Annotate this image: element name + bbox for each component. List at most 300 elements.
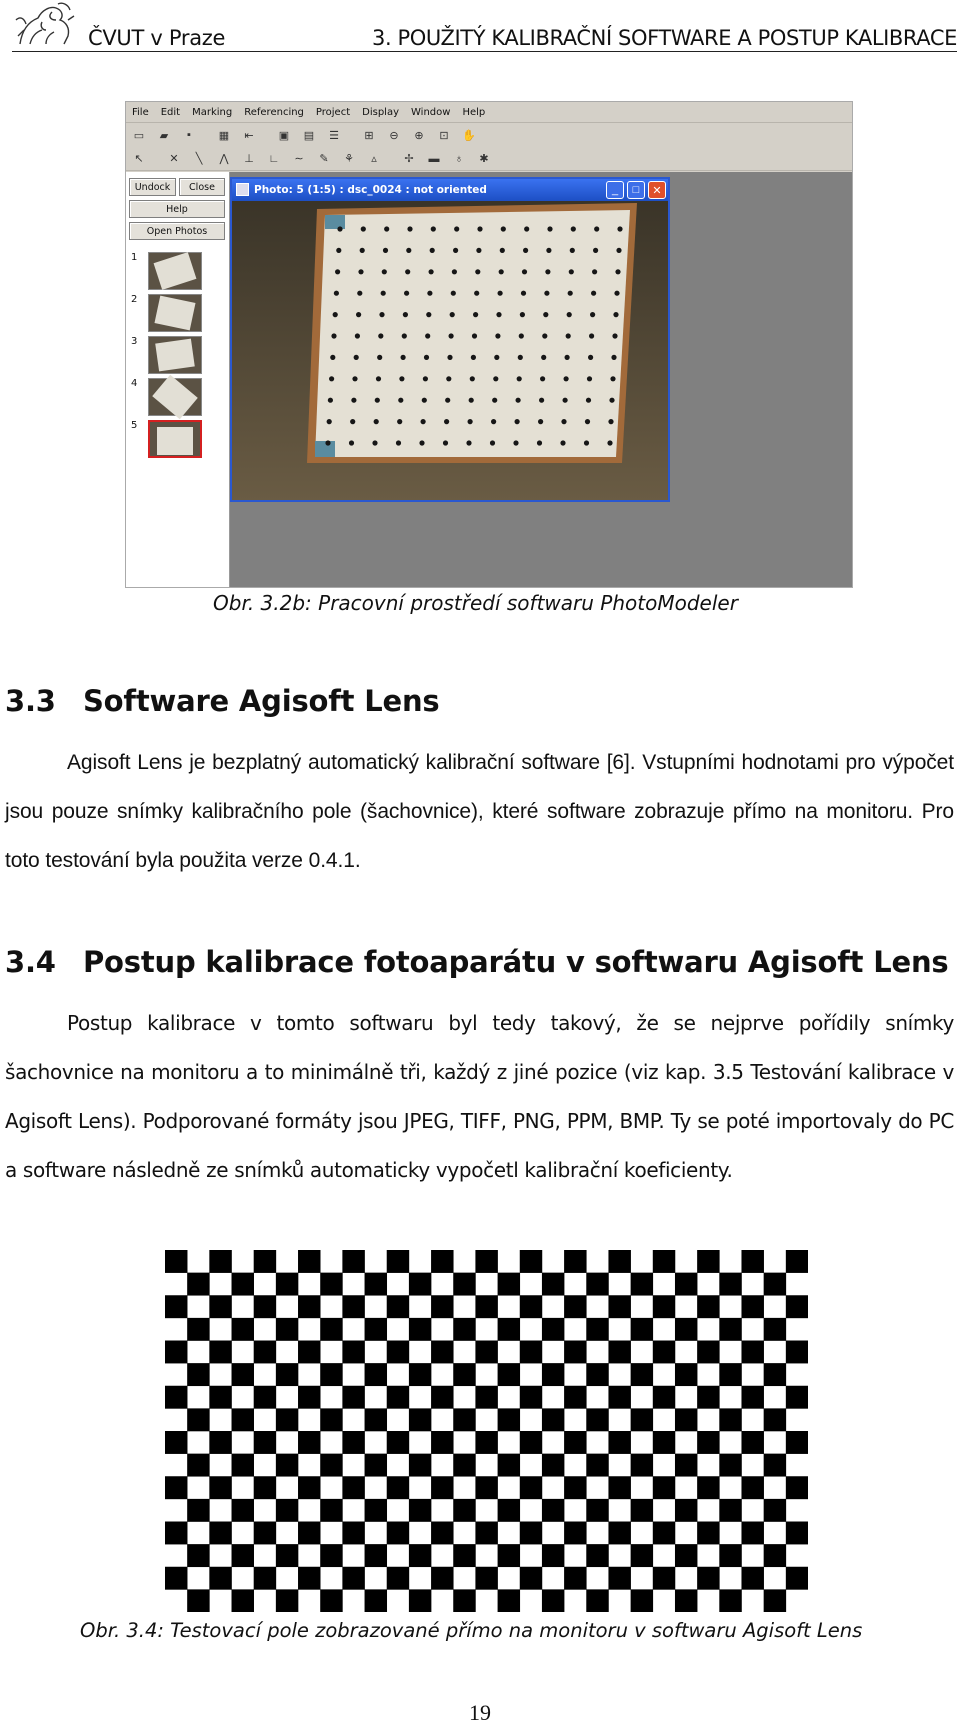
- checker-square: [298, 1567, 320, 1590]
- photo-window-icon: [236, 183, 249, 196]
- checker-square: [298, 1386, 320, 1409]
- checker-square: [586, 1454, 608, 1477]
- checker-square: [498, 1589, 520, 1612]
- checker-square: [564, 1431, 586, 1454]
- table-icon[interactable]: ▦: [218, 129, 230, 142]
- checker-square: [187, 1454, 209, 1477]
- calibration-dot: [470, 376, 475, 381]
- checker-square: [741, 1341, 763, 1364]
- checker-square: [675, 1408, 697, 1431]
- checker-square: [520, 1431, 542, 1454]
- photo-thumbnail[interactable]: [148, 252, 202, 290]
- checker-square: [520, 1386, 542, 1409]
- calibration-dot: [570, 248, 575, 253]
- checker-square: [631, 1363, 653, 1386]
- section-3-4-paragraph: Postup kalibrace v tomto softwaru byl tedy takový, že se nejprve pořídily snímky šachovnice na monitoru a to minimálně tři, každý z jiné pozice (viz kap. 3.5 Testování kalibrace v Agisoft Lens). Podporované formáty jsou JPEG, TIFF, PNG, PPM, BMP. Ty se poté importovaly do PC a software následně ze snímků automaticky vypočetl kalibrační koeficienty.: [5, 1011, 954, 1182]
- zoom-window-icon[interactable]: ⊡: [439, 129, 449, 142]
- calibration-dot: [613, 312, 618, 317]
- calibration-dot: [542, 333, 547, 338]
- header-rule: [12, 51, 957, 52]
- section-heading-3-3: [5, 684, 439, 718]
- checker-square: [453, 1499, 475, 1522]
- checker-square: [764, 1318, 786, 1341]
- checker-square: [498, 1544, 520, 1567]
- checker-square: [209, 1295, 231, 1318]
- checker-square: [653, 1476, 675, 1499]
- checker-square: [697, 1341, 719, 1364]
- close-icon[interactable]: ✕: [648, 181, 666, 199]
- checker-square: [298, 1522, 320, 1545]
- target-icon[interactable]: ⚘: [344, 153, 354, 165]
- checker-square: [409, 1499, 431, 1522]
- checker-square: [187, 1589, 209, 1612]
- checker-square: [586, 1273, 608, 1296]
- calibration-dot: [501, 226, 506, 231]
- checker-square: [298, 1431, 320, 1454]
- calibration-dot: [381, 291, 386, 296]
- checker-square: [542, 1499, 564, 1522]
- checker-square: [697, 1386, 719, 1409]
- calibration-dot: [397, 419, 402, 424]
- checker-square: [608, 1522, 630, 1545]
- calibration-dot: [451, 291, 456, 296]
- checker-square: [653, 1295, 675, 1318]
- zoom-in-icon[interactable]: ⊕: [414, 129, 424, 142]
- calibration-dot: [443, 440, 448, 445]
- checker-square: [409, 1363, 431, 1386]
- checker-square: [653, 1431, 675, 1454]
- move-icon[interactable]: ✢: [404, 153, 414, 165]
- checker-square: [475, 1295, 497, 1318]
- calibration-dot: [360, 248, 365, 253]
- checker-square: [741, 1295, 763, 1318]
- checker-square: [764, 1363, 786, 1386]
- calibration-dot: [610, 376, 615, 381]
- calibration-dot: [475, 269, 480, 274]
- checker-square: [232, 1273, 254, 1296]
- calibration-dot: [496, 312, 501, 317]
- checker-square: [697, 1567, 719, 1590]
- calibration-dot: [446, 376, 451, 381]
- calibration-dot: [424, 355, 429, 360]
- photo-window: [230, 177, 670, 502]
- calibration-dot: [419, 440, 424, 445]
- checker-square: [786, 1567, 808, 1590]
- calibration-dot: [355, 333, 360, 338]
- calibration-dot: [468, 419, 473, 424]
- checker-square: [320, 1589, 342, 1612]
- calibration-board-photo: [232, 201, 668, 500]
- checker-square: [564, 1295, 586, 1318]
- bulb-icon[interactable]: ♁: [454, 152, 464, 165]
- checker-square: [431, 1295, 453, 1318]
- checker-square: [498, 1454, 520, 1477]
- menu-marking[interactable]: Marking: [192, 106, 233, 118]
- checker-square: [475, 1567, 497, 1590]
- calibration-dot: [520, 312, 525, 317]
- calibration-dot: [375, 398, 380, 403]
- checker-square: [542, 1408, 564, 1431]
- calibration-dot: [404, 291, 409, 296]
- checker-square: [409, 1273, 431, 1296]
- calibration-dot: [594, 226, 599, 231]
- checker-square: [165, 1431, 187, 1454]
- calibration-dot: [545, 269, 550, 274]
- checker-square: [431, 1250, 453, 1273]
- calibration-dot: [517, 376, 522, 381]
- figure-caption-3-2b: Obr. 3.2b: Pracovní prostředí softwaru PhotoModeler: [213, 591, 738, 615]
- calibration-dot: [563, 398, 568, 403]
- checker-square: [187, 1363, 209, 1386]
- calibration-dot: [569, 269, 574, 274]
- checker-square: [719, 1454, 741, 1477]
- checker-square: [365, 1273, 387, 1296]
- arrows-icon[interactable]: ⇤: [244, 129, 254, 142]
- checkerboard-pattern: [165, 1250, 808, 1612]
- zoom-out-icon[interactable]: ⊖: [389, 129, 399, 142]
- checker-square: [232, 1363, 254, 1386]
- corner-icon[interactable]: ⊥: [244, 153, 254, 165]
- checker-square: [564, 1522, 586, 1545]
- checker-square: [564, 1476, 586, 1499]
- calibration-dot: [611, 355, 616, 360]
- menu-display[interactable]: Display: [362, 106, 399, 118]
- checker-square: [187, 1318, 209, 1341]
- calibration-dot: [491, 419, 496, 424]
- calibration-dot: [331, 333, 336, 338]
- checker-square: [675, 1589, 697, 1612]
- checker-square: [365, 1318, 387, 1341]
- checker-square: [165, 1295, 187, 1318]
- calibration-dot: [494, 355, 499, 360]
- calibration-dot: [382, 269, 387, 274]
- checker-square: [564, 1341, 586, 1364]
- checker-square: [498, 1363, 520, 1386]
- checker-square: [320, 1454, 342, 1477]
- checker-square: [631, 1499, 653, 1522]
- checker-square: [675, 1273, 697, 1296]
- calibration-dot: [379, 312, 384, 317]
- line-icon[interactable]: ╲: [195, 153, 203, 165]
- checker-square: [608, 1476, 630, 1499]
- checker-square: [653, 1341, 675, 1364]
- fit-icon[interactable]: ⊞: [364, 129, 374, 142]
- checker-square: [786, 1431, 808, 1454]
- calibration-dot: [336, 248, 341, 253]
- checker-square: [232, 1499, 254, 1522]
- mark-point-icon[interactable]: ✕: [169, 153, 179, 165]
- calibration-dot: [588, 355, 593, 360]
- calibration-dot: [593, 248, 598, 253]
- calibration-dot: [472, 333, 477, 338]
- new-file-icon[interactable]: ▭: [133, 129, 145, 142]
- maximize-icon[interactable]: □: [627, 181, 645, 199]
- checker-square: [232, 1544, 254, 1567]
- section-3-3-paragraph: Agisoft Lens je bezplatný automatický kalibrační software [6]. Vstupními hodnotami pro výpočet jsou pouze snímky kalibračního pole (šachovnice), které software zobrazuje přímo na monitoru. Pro toto testování byla použita verze 0.4.1.: [5, 751, 954, 872]
- calibration-dot: [328, 398, 333, 403]
- checker-square: [741, 1476, 763, 1499]
- checker-square: [653, 1522, 675, 1545]
- menu-bar: [126, 102, 852, 123]
- calibration-dot: [540, 376, 545, 381]
- checker-square: [387, 1431, 409, 1454]
- calibration-dot: [543, 312, 548, 317]
- calibration-dot: [335, 269, 340, 274]
- grid-icon[interactable]: ▤: [303, 129, 315, 142]
- checker-square: [631, 1589, 653, 1612]
- checker-square: [520, 1295, 542, 1318]
- calibration-dot: [616, 248, 621, 253]
- calibration-photo: [232, 201, 668, 500]
- menu-window[interactable]: Window: [411, 106, 451, 118]
- open-folder-icon[interactable]: ▰: [159, 129, 169, 142]
- calibration-dot: [564, 376, 569, 381]
- checker-square: [276, 1589, 298, 1612]
- calibration-dot: [372, 440, 377, 445]
- pencil-icon[interactable]: ✎: [319, 153, 329, 165]
- checker-square: [320, 1363, 342, 1386]
- checker-square: [409, 1318, 431, 1341]
- checker-square: [498, 1499, 520, 1522]
- checker-square: [453, 1454, 475, 1477]
- save-icon[interactable]: ▪: [187, 129, 191, 141]
- edge-icon[interactable]: ⋀: [219, 153, 229, 165]
- checker-square: [520, 1250, 542, 1273]
- calibration-dot: [538, 419, 543, 424]
- header-chapter-title: 3. POUŽITÝ KALIBRAČNÍ SOFTWARE A POSTUP KALIBRACE: [371, 26, 957, 50]
- menu-file[interactable]: File: [132, 106, 149, 118]
- checker-square: [542, 1454, 564, 1477]
- photo-thumbnail-selected[interactable]: [148, 420, 202, 458]
- calibration-dot: [547, 226, 552, 231]
- calibration-dot: [351, 398, 356, 403]
- calibration-dot: [354, 355, 359, 360]
- checker-square: [254, 1431, 276, 1454]
- checker-square: [697, 1431, 719, 1454]
- photo-window-titlebar[interactable]: [232, 179, 668, 201]
- calibration-dot: [337, 226, 342, 231]
- checker-square: [276, 1318, 298, 1341]
- checker-square: [254, 1567, 276, 1590]
- calibration-dot: [584, 440, 589, 445]
- checker-square: [387, 1522, 409, 1545]
- calibration-dot: [396, 440, 401, 445]
- menu-project[interactable]: Project: [315, 106, 351, 118]
- checker-square: [298, 1341, 320, 1364]
- checker-square: [542, 1318, 564, 1341]
- menu-referencing[interactable]: Referencing: [244, 106, 304, 118]
- calibration-dot: [453, 248, 458, 253]
- checker-square: [232, 1408, 254, 1431]
- header-institution: ČVUT v Praze: [88, 26, 226, 50]
- curve-icon[interactable]: ∼: [294, 153, 304, 165]
- calibration-dot: [500, 248, 505, 253]
- calibration-dot: [383, 248, 388, 253]
- calibration-dot: [546, 248, 551, 253]
- menu-help[interactable]: Help: [462, 106, 486, 118]
- checker-square: [254, 1341, 276, 1364]
- checker-square: [298, 1295, 320, 1318]
- checker-square: [475, 1341, 497, 1364]
- checker-square: [365, 1589, 387, 1612]
- angle-icon[interactable]: ∟: [268, 152, 280, 165]
- star-icon[interactable]: ✱: [479, 153, 489, 165]
- calibration-dot: [377, 355, 382, 360]
- checker-square: [653, 1386, 675, 1409]
- checker-square: [741, 1522, 763, 1545]
- checker-square: [431, 1567, 453, 1590]
- checker-square: [320, 1499, 342, 1522]
- checker-square: [586, 1363, 608, 1386]
- triangle-icon[interactable]: ▵: [371, 153, 377, 165]
- checker-square: [276, 1454, 298, 1477]
- checker-square: [520, 1567, 542, 1590]
- calibration-dot: [492, 398, 497, 403]
- calibration-dot: [612, 333, 617, 338]
- checker-square: [342, 1567, 364, 1590]
- checker-square: [631, 1408, 653, 1431]
- checker-square: [387, 1386, 409, 1409]
- minimize-icon[interactable]: _: [606, 181, 624, 199]
- calibration-dot: [560, 440, 565, 445]
- checker-square: [764, 1544, 786, 1567]
- calibration-dot: [398, 398, 403, 403]
- checker-square: [764, 1499, 786, 1522]
- photo-thumbnail[interactable]: [148, 378, 202, 416]
- calibration-dot: [423, 376, 428, 381]
- calibration-dot: [349, 440, 354, 445]
- checker-square: [254, 1476, 276, 1499]
- checker-square: [365, 1454, 387, 1477]
- calibration-dot: [469, 398, 474, 403]
- calibration-dot: [407, 226, 412, 231]
- calibration-dot: [447, 355, 452, 360]
- checker-square: [786, 1522, 808, 1545]
- pointer-icon[interactable]: ↖: [134, 153, 144, 165]
- help-button[interactable]: Help: [129, 200, 225, 218]
- thumbnail-number: 2: [131, 294, 138, 305]
- checker-square: [409, 1544, 431, 1567]
- calibration-dot: [430, 248, 435, 253]
- checker-square: [320, 1408, 342, 1431]
- checker-square: [608, 1250, 630, 1273]
- pan-hand-icon[interactable]: ✋: [462, 129, 476, 142]
- photo-window-title: Photo: 5 (1:5) : dsc_0024 : not oriented: [254, 184, 487, 196]
- checker-square: [608, 1567, 630, 1590]
- checker-square: [165, 1341, 187, 1364]
- calibration-dot: [361, 226, 366, 231]
- calibration-dot: [592, 269, 597, 274]
- checker-square: [631, 1454, 653, 1477]
- checker-square: [498, 1318, 520, 1341]
- checker-square: [453, 1363, 475, 1386]
- checker-square: [520, 1341, 542, 1364]
- calibration-dot: [617, 226, 622, 231]
- section-number: 3.4: [5, 945, 56, 979]
- checker-square: [209, 1386, 231, 1409]
- calibration-dot: [445, 398, 450, 403]
- undock-button[interactable]: Undock: [129, 178, 176, 196]
- calibration-dot: [537, 440, 542, 445]
- calibration-dot: [330, 355, 335, 360]
- calibration-dot: [402, 333, 407, 338]
- checker-square: [165, 1386, 187, 1409]
- calibration-dot: [334, 291, 339, 296]
- list-icon[interactable]: ☰: [329, 129, 339, 142]
- checker-square: [764, 1408, 786, 1431]
- calibration-dot: [544, 291, 549, 296]
- photo-thumbnail[interactable]: [148, 336, 202, 374]
- calibration-dot: [452, 269, 457, 274]
- calibration-dot: [358, 269, 363, 274]
- checker-square: [498, 1408, 520, 1431]
- checker-square: [409, 1589, 431, 1612]
- checker-square: [187, 1499, 209, 1522]
- calibration-dot: [585, 419, 590, 424]
- menu-edit[interactable]: Edit: [160, 106, 181, 118]
- calibration-dot: [587, 376, 592, 381]
- calibration-dot: [421, 419, 426, 424]
- checker-square: [165, 1567, 187, 1590]
- thumbnail-number: 3: [131, 336, 138, 347]
- calibration-dot: [374, 419, 379, 424]
- checker-square: [586, 1589, 608, 1612]
- tag-icon[interactable]: ▬: [428, 152, 440, 165]
- calibration-dot: [567, 312, 572, 317]
- checker-square: [608, 1386, 630, 1409]
- calibration-dot: [476, 248, 481, 253]
- calibration-dot: [565, 355, 570, 360]
- checker-square: [409, 1408, 431, 1431]
- checker-square: [165, 1250, 187, 1273]
- calibration-dot: [357, 291, 362, 296]
- checker-square: [586, 1499, 608, 1522]
- calibration-dot: [571, 226, 576, 231]
- checker-square: [165, 1476, 187, 1499]
- section-title: Software Agisoft Lens: [83, 684, 440, 718]
- photo-thumbnail[interactable]: [148, 294, 202, 332]
- checker-square: [764, 1273, 786, 1296]
- checker-square: [298, 1250, 320, 1273]
- checker-square: [697, 1476, 719, 1499]
- page-number: 19: [469, 1700, 491, 1725]
- calibration-dot: [477, 226, 482, 231]
- checker-square: [719, 1589, 741, 1612]
- calibration-dot: [513, 440, 518, 445]
- checker-square: [719, 1408, 741, 1431]
- checker-square: [608, 1431, 630, 1454]
- close-button[interactable]: Close: [179, 178, 225, 196]
- calibration-dot: [516, 398, 521, 403]
- calibration-dot: [519, 333, 524, 338]
- calibration-dot: [427, 291, 432, 296]
- checker-square: [320, 1273, 342, 1296]
- open-photos-button[interactable]: Open Photos: [129, 222, 225, 240]
- checker-square: [342, 1431, 364, 1454]
- calibration-dot: [450, 312, 455, 317]
- checker-square: [409, 1454, 431, 1477]
- calibration-dot: [607, 440, 612, 445]
- checker-square: [475, 1476, 497, 1499]
- photo-icon[interactable]: ▣: [278, 129, 290, 142]
- checker-square: [631, 1544, 653, 1567]
- calibration-dot: [490, 440, 495, 445]
- calibration-dot: [422, 398, 427, 403]
- checker-square: [254, 1386, 276, 1409]
- calibration-dot: [399, 376, 404, 381]
- checker-square: [431, 1341, 453, 1364]
- checker-square: [320, 1318, 342, 1341]
